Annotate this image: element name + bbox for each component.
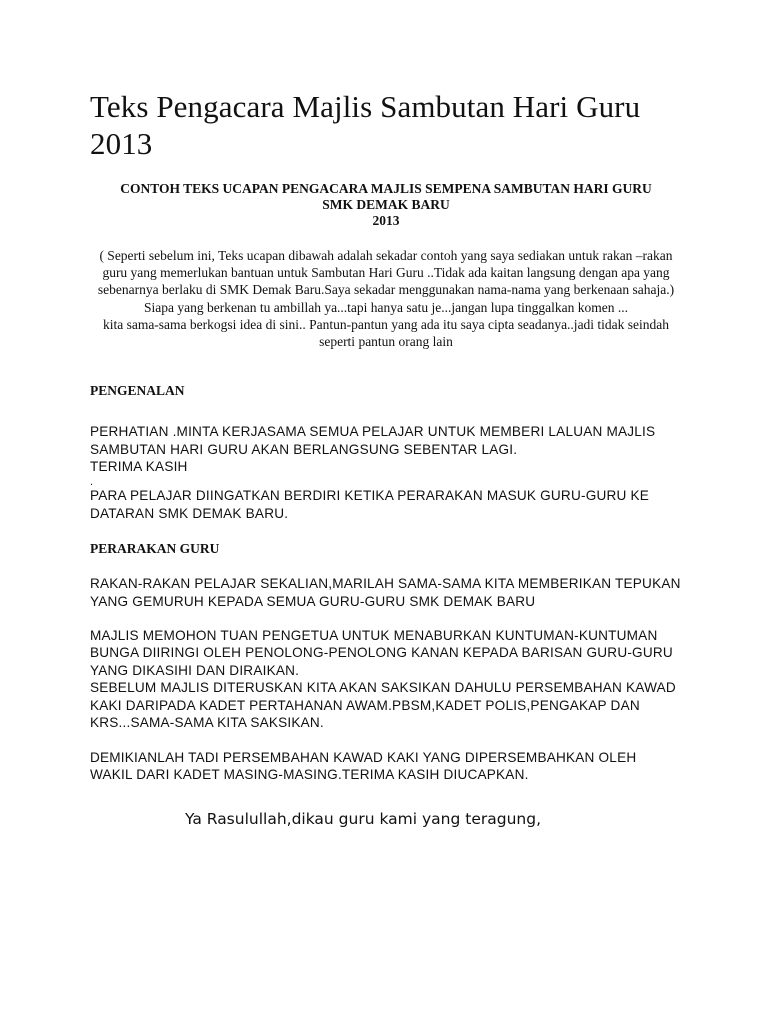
page-title: Teks Pengacara Majlis Sambutan Hari Guru 2013 [90, 89, 641, 161]
document-page [90, 88, 682, 829]
section-pengenalan [90, 383, 682, 522]
paragraph: PARA PELAJAR DIINGATKAN BERDIRI KETIKA PERARAKAN MASUK GURU-GURU KE DATARAN SMK DEMAK BARU. [90, 488, 650, 521]
closing-line: Ya Rasulullah,dikau guru kami yang teragung, [185, 810, 541, 829]
header-block [90, 181, 682, 229]
header-line-3: 2013 [372, 213, 400, 228]
paragraph: PERHATIAN .MINTA KERJASAMA SEMUA PELAJAR UNTUK MEMBERI LALUAN MAJLIS SAMBUTAN HARI GURU AKAN BERLANGSUNG SEBENTAR LAGI. [90, 424, 656, 457]
header-line-2: SMK DEMAK BARU [322, 197, 450, 212]
paragraph-thanks: TERIMA KASIH [90, 459, 188, 475]
header-line-1: CONTOH TEKS UCAPAN PENGACARA MAJLIS SEMPENA SAMBUTAN HARI GURU [120, 181, 652, 196]
intro-block [90, 247, 682, 350]
paragraph: MAJLIS MEMOHON TUAN PENGETUA UNTUK MENABURKAN KUNTUMAN-KUNTUMAN BUNGA DIIRINGI OLEH PENOLONG-PENOLONG KANAN KEPADA BARISAN GURU-GURU YANG DIKASIHI DAN DIRAIKAN. [90, 628, 673, 678]
section-heading-pengenalan: PENGENALAN [90, 383, 185, 399]
paragraph: RAKAN-RAKAN PELAJAR SEKALIAN,MARILAH SAMA-SAMA KITA MEMBERIKAN TEPUKAN YANG GEMURUH KEPADA SEMUA GURU-GURU SMK DEMAK BARU [90, 576, 681, 609]
paragraph: DEMIKIANLAH TADI PERSEMBAHAN KAWAD KAKI YANG DIPERSEMBAHKAN OLEH WAKIL DARI KADET MASING-MASING.TERIMA KASIH DIUCAPKAN. [90, 749, 637, 782]
paragraph: SEBELUM MAJLIS DITERUSKAN KITA AKAN SAKSIKAN DAHULU PERSEMBAHAN KAWAD KAKI DARIPADA KADET PERTAHANAN AWAM.PBSM,KADET POLIS,PENGAKAP DAN KRS...SAMA-SAMA KITA SAKSIKAN. [90, 680, 676, 731]
intro-note: ( Seperti sebelum ini, Teks ucapan dibawah adalah sekadar contoh yang saya sediakan untuk rakan –rakan guru yang memerlukan bantuan untuk Sambutan Hari Guru ..Tidak ada kaitan langsung dengan apa yang sebenarnya berlaku di SMK Demak Baru.Saya sekadar menggunakan nama-nama yang berkenaan sahaja.) [97, 248, 675, 298]
section-perarakan [90, 541, 682, 783]
section-heading-perarakan-guru: PERARAKAN GURU [90, 541, 220, 557]
intro-line-3: kita sama-sama berkogsi idea di sini.. Pantun-pantun yang ada itu saya cipta seadanya..jadi tidak seindah seperti pantun orang lain [102, 316, 670, 350]
paragraph-dot: . [90, 476, 94, 489]
intro-line-2: Siapa yang berkenan tu ambillah ya...tapi hanya satu je...jangan lupa tinggalkan komen ... [144, 299, 628, 315]
